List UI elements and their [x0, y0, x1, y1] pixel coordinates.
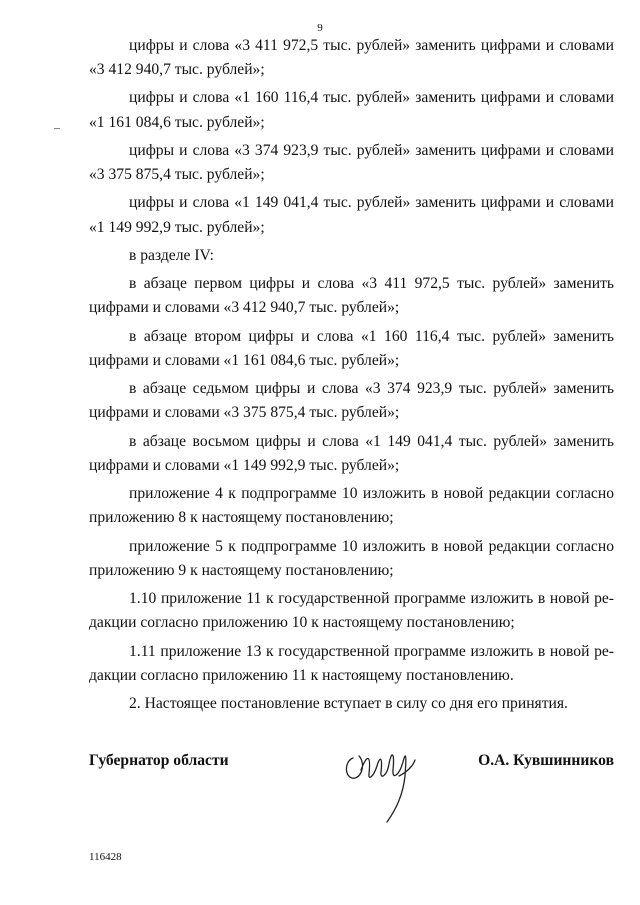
paragraph: в абзаце седьмом цифры и слова «3 374 923,9 тыс. рублей» заменить цифрами и словами «3 375 875,4 тыс. рублей»; — [89, 380, 614, 422]
margin-mark — [54, 128, 60, 129]
signatory-title: Губернатор области — [89, 752, 229, 769]
document-id: 116428 — [89, 851, 122, 863]
signatory-name: О.А. Кувшинников — [478, 752, 614, 769]
document-body — [89, 34, 614, 721]
paragraph: в абзаце первом цифры и слова «3 411 972,5 тыс. рублей» заменить цифрами и словами «3 412 940,7 тыс. рублей»; — [89, 275, 614, 317]
handwritten-signature — [341, 736, 421, 828]
section-heading: в разделе IV: — [129, 246, 214, 264]
paragraph: приложение 5 к подпрограмме 10 изложить в новой редакции согласно приложению 9 к настоящему постановлению; — [89, 537, 614, 579]
paragraph: в абзаце восьмом цифры и слова «1 149 041,4 тыс. рублей» заменить цифрами и словами «1 149 992,9 тыс. рублей»; — [89, 432, 614, 474]
paragraph: 1.10 приложение 11 к государственной программе изложить в новой редакции согласно приложению 10 к настоящему постановлению; — [89, 590, 614, 632]
signature-block — [89, 736, 614, 846]
paragraph: цифры и слова «1 160 116,4 тыс. рублей» заменить цифрами и словами «1 161 084,6 тыс. рублей»; — [89, 89, 614, 131]
paragraph: в абзаце втором цифры и слова «1 160 116,4 тыс. рублей» заменить цифрами и словами «1 161 084,6 тыс. рублей»; — [89, 327, 614, 369]
closing-paragraph: 2. Настоящее постановление вступает в силу со дня его принятия. — [129, 695, 568, 713]
paragraph: 1.11 приложение 13 к государственной программе изложить в новой редакции согласно приложению 11 к настоящему постановлению. — [89, 642, 614, 684]
paragraph: цифры и слова «3 411 972,5 тыс. рублей» заменить цифрами и словами «3 412 940,7 тыс. рублей»; — [89, 37, 614, 79]
paragraph: приложение 4 к подпрограмме 10 изложить в новой редакции согласно приложению 8 к настоящему постановлению; — [89, 485, 614, 527]
paragraph: цифры и слова «1 149 041,4 тыс. рублей» заменить цифрами и словами «1 149 992,9 тыс. рублей»; — [89, 194, 614, 236]
page-number: 9 — [317, 22, 323, 34]
paragraph: цифры и слова «3 374 923,9 тыс. рублей» заменить цифрами и словами «3 375 875,4 тыс. рублей»; — [89, 141, 614, 184]
